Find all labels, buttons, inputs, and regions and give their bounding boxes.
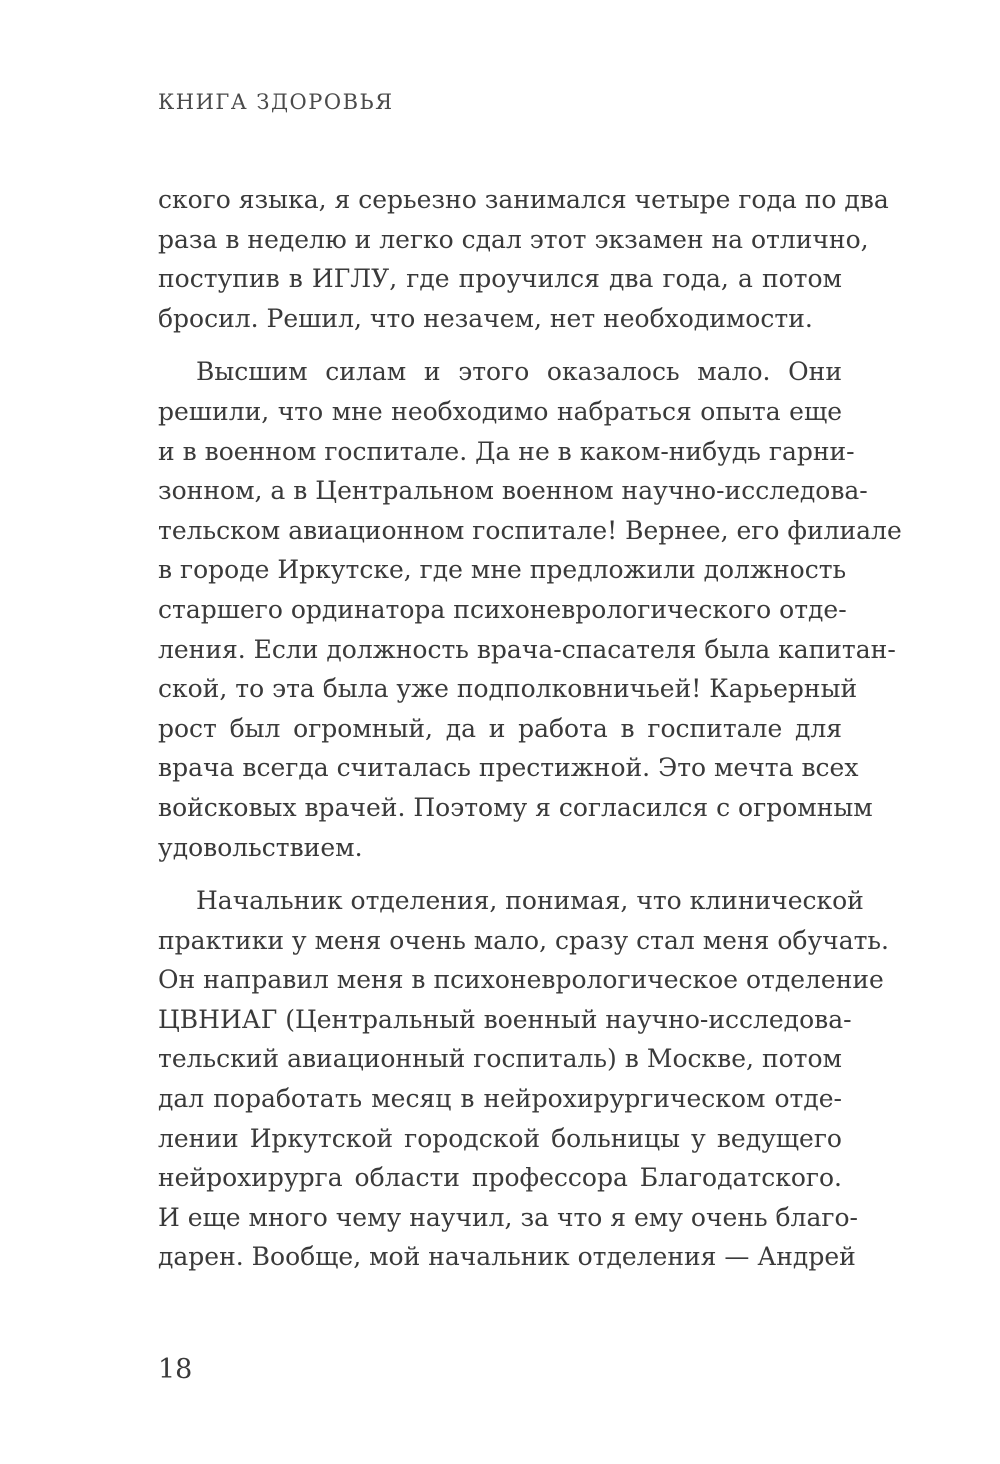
paragraph-2	[158, 352, 902, 867]
paragraph-3	[158, 881, 889, 1277]
text-line: старшего ординатора психоневрологического отде-	[158, 594, 847, 624]
text-line: ления. Если должность врача-спасателя была капитан-	[158, 634, 896, 664]
text-line: раза в неделю и легко сдал этот экзамен на отлично,	[158, 224, 869, 254]
text-line: зонном, а в Центральном военном научно-исследова-	[158, 476, 868, 506]
text-line: нейрохирурга области профессора Благодатского.	[158, 1163, 842, 1193]
text-line: Начальник отделения, понимая, что клинической	[196, 886, 864, 916]
text-line: решили, что мне необходимо набраться опыта еще	[158, 396, 842, 426]
text-line: поступив в ИГЛУ, где проучился два года, а потом	[158, 264, 842, 294]
text-line: удовольствием.	[158, 832, 363, 862]
paragraph-1	[158, 180, 889, 338]
text-line: ского языка, я серьезно занимался четыре года по два	[158, 185, 889, 214]
text-line: войсковых врачей. Поэтому я согласился с огромным	[158, 792, 873, 822]
running-head: КНИГА ЗДОРОВЬЯ	[158, 90, 394, 114]
text-line: практики у меня очень мало, сразу стал меня обучать.	[158, 925, 889, 955]
body-text	[158, 180, 902, 1277]
text-line: Высшим силам и этого оказалось мало. Они	[196, 357, 842, 387]
text-line: лении Иркутской городской больницы у ведущего	[158, 1123, 842, 1153]
text-line: в городе Иркутске, где мне предложили должность	[158, 555, 847, 585]
text-line: и в военном госпитале. Да не в каком-нибудь гарни-	[158, 436, 855, 466]
text-line: ЦВНИАГ (Центральный военный научно-исследова-	[158, 1004, 852, 1034]
text-line: Он направил меня в психоневрологическое отделение	[158, 965, 884, 995]
page-number: 18	[158, 1354, 193, 1385]
text-line: дарен. Вообще, мой начальник отделения — Андрей	[158, 1242, 856, 1272]
text-line: тельском авиационном госпитале! Вернее, его филиале	[158, 515, 902, 545]
text-line: рост был огромный, да и работа в госпитале для	[158, 713, 842, 743]
text-line: И еще много чему научил, за что я ему очень благо-	[158, 1202, 858, 1232]
text-line: дал поработать месяц в нейрохирургическом отде-	[158, 1084, 842, 1114]
text-line: тельский авиационный госпиталь) в Москве, потом	[158, 1044, 842, 1074]
text-line: врача всегда считалась престижной. Это мечта всех	[158, 753, 859, 783]
text-line: ской, то эта была уже подполковничьей! Карьерный	[158, 674, 858, 704]
text-line: бросил. Решил, что незачем, нет необходимости.	[158, 303, 813, 333]
